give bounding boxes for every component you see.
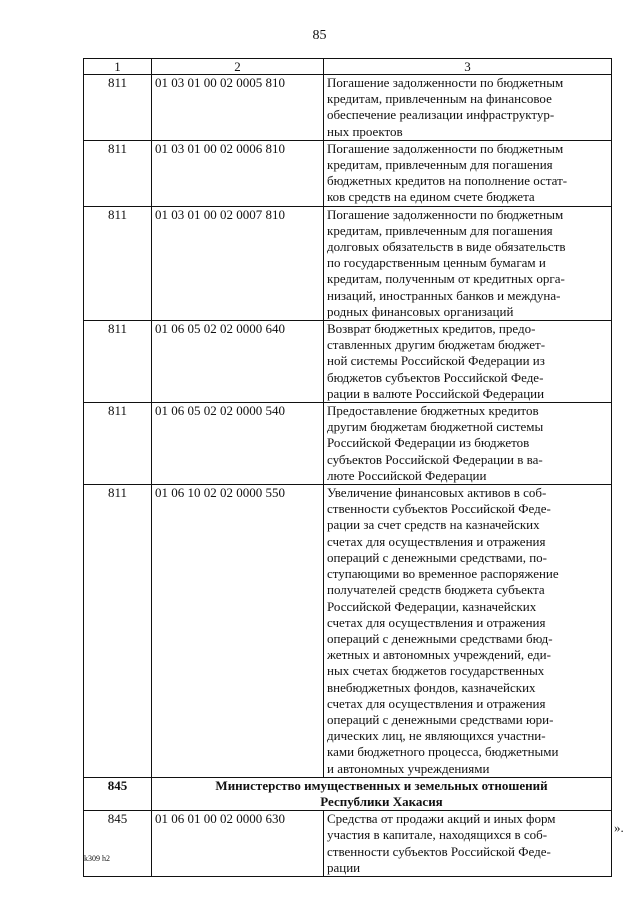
table-header-row <box>84 59 612 75</box>
description-line: дических лиц, не являющихся участни- <box>327 728 546 744</box>
description-line: ками бюджетного процесса, бюджетными <box>327 744 559 760</box>
description-cell <box>324 75 612 141</box>
description-line: субъектов Российской Федерации в ва- <box>327 451 543 467</box>
description-line: жетных и автономных учреждений, еди- <box>327 647 551 663</box>
description-line: получателей средств бюджета субъекта <box>327 582 545 598</box>
description-line: Погашение задолженности по бюджетным <box>327 75 564 90</box>
admin-code-cell: 845 <box>84 811 152 877</box>
description-line: Погашение задолженности по бюджетным <box>327 206 564 222</box>
table-row <box>84 321 612 403</box>
admin-code-cell: 811 <box>84 485 152 778</box>
table-row <box>84 140 612 206</box>
description-line: Предоставление бюджетных кредитов <box>327 403 539 419</box>
description-line: Погашение задолженности по бюджетным <box>327 140 564 156</box>
description-cell <box>324 206 612 320</box>
description-line: операций с денежными средствами бюд- <box>327 630 553 646</box>
description-line: рации в валюте Российской Федерации <box>327 385 545 401</box>
closing-quote: ». <box>614 820 624 835</box>
description-line: ной системы Российской Федерации из <box>327 353 545 369</box>
description-line: и автономных учреждениями <box>327 760 490 776</box>
description-line: Министерство имущественных и земельных отношений <box>215 777 548 793</box>
description-line: Увеличение финансовых активов в соб- <box>327 485 547 501</box>
table-row <box>84 403 612 485</box>
description-line: ных счетах бюджетов государственных <box>327 663 545 679</box>
budget-code-cell: 01 03 01 00 02 0006 810 <box>152 140 324 206</box>
description-line: рации <box>327 859 361 875</box>
budget-code-cell: 01 06 10 02 02 0000 550 <box>152 485 324 778</box>
budget-sources-table <box>83 58 612 877</box>
description-line: бюджетов субъектов Российской Феде- <box>327 369 544 385</box>
admin-code-cell: 811 <box>84 140 152 206</box>
admin-code-cell: 811 <box>84 75 152 141</box>
budget-code-cell: 01 06 05 02 02 0000 640 <box>152 321 324 403</box>
page-number: 85 <box>312 28 327 43</box>
budget-code-cell: 01 03 01 00 02 0005 810 <box>152 75 324 141</box>
description-line: долговых обязательств в виде обязательств <box>327 239 566 255</box>
description-line: операций с денежными средствами юри- <box>327 711 554 727</box>
description-line: Республики Хакасия <box>320 793 443 809</box>
description-line: обеспечение реализации инфраструктур- <box>327 107 555 123</box>
admin-code-cell: 811 <box>84 403 152 485</box>
description-line: ственности субъектов Российской Феде- <box>327 843 551 859</box>
description-cell <box>324 811 612 877</box>
table-row <box>84 811 612 877</box>
budget-code-cell: 01 03 01 00 02 0007 810 <box>152 206 324 320</box>
description-line: бюджетных кредитов на пополнение остат- <box>327 173 568 189</box>
description-line: ственности субъектов Российской Феде- <box>327 501 551 517</box>
table-row <box>84 485 612 778</box>
description-line: счетах для осуществления и отражения <box>327 695 546 711</box>
description-cell <box>324 140 612 206</box>
table-row <box>84 206 612 320</box>
admin-code-cell: 811 <box>84 206 152 320</box>
budget-code-cell: 01 06 01 00 02 0000 630 <box>152 811 324 877</box>
description-line: ных проектов <box>327 123 403 139</box>
section-row <box>84 777 612 810</box>
description-line: ступающими во временное распоряжение <box>327 566 559 582</box>
description-line: ставленных другим бюджетам бюджет- <box>327 337 546 353</box>
description-line: кредитам, привлеченным на финансовое <box>327 91 552 107</box>
description-line: ков средств на едином счете бюджета <box>327 189 535 205</box>
description-line: операций с денежными средствами, по- <box>327 549 547 565</box>
header-col-2: 2 <box>152 59 324 75</box>
description-line: счетах для осуществления и отражения <box>327 614 546 630</box>
budget-code-cell: 01 06 05 02 02 0000 540 <box>152 403 324 485</box>
description-cell <box>324 321 612 403</box>
description-line: родных финансовых организаций <box>327 303 514 319</box>
description-cell <box>324 403 612 485</box>
description-line: Российской Федерации из бюджетов <box>327 435 530 451</box>
description-line: кредитам, привлеченным для погашения <box>327 157 553 173</box>
description-line: низаций, иностранных банков и междуна- <box>327 287 561 303</box>
description-line: рации за счет средств на казначейских <box>327 517 540 533</box>
description-line: Средства от продажи акций и иных форм <box>327 811 556 827</box>
header-col-3: 3 <box>324 59 612 75</box>
description-line: Возврат бюджетных кредитов, предо- <box>327 321 536 337</box>
description-line: другим бюджетам бюджетной системы <box>327 419 544 435</box>
description-line: счетах для осуществления и отражения <box>327 533 546 549</box>
description-cell <box>324 485 612 778</box>
section-title <box>152 777 612 810</box>
description-line: внебюджетных фондов, казначейских <box>327 679 536 695</box>
description-line: участия в капитале, находящихся в соб- <box>327 827 548 843</box>
description-line: кредитам, полученным от кредитных орга- <box>327 271 565 287</box>
admin-code-cell: 811 <box>84 321 152 403</box>
description-line: по государственным ценным бумагам и <box>327 255 546 271</box>
description-line: Российской Федерации, казначейских <box>327 598 537 614</box>
description-line: люте Российской Федерации <box>327 467 487 483</box>
header-col-1: 1 <box>84 59 152 75</box>
description-line: кредитам, привлеченным для погашения <box>327 222 553 238</box>
table-row <box>84 75 612 141</box>
footer-code: k309 h2 <box>84 854 110 863</box>
section-admin-code: 845 <box>84 777 152 810</box>
